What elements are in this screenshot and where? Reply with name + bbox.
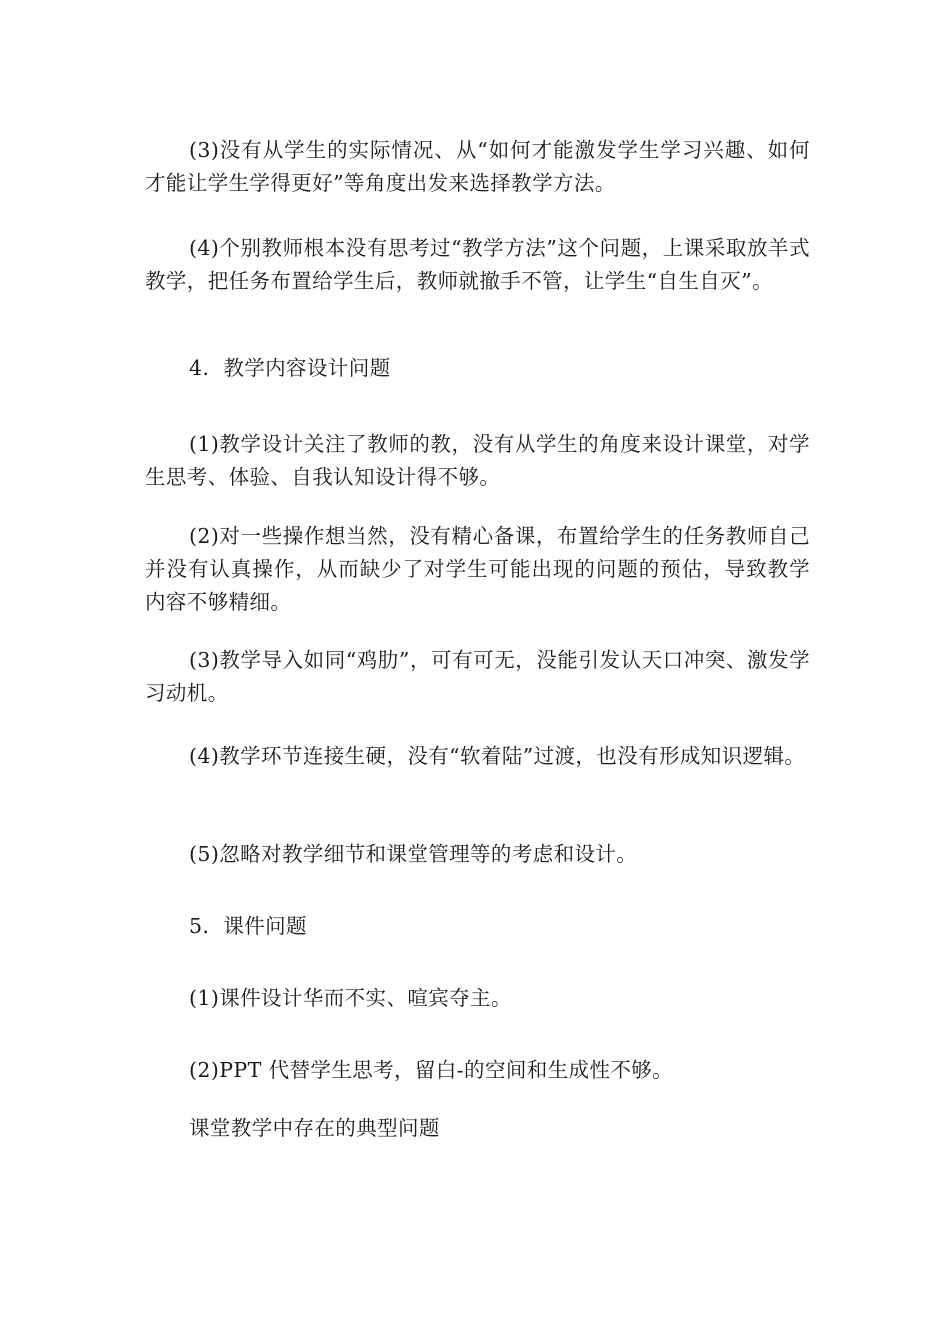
paragraph-content-2: (2)对一些操作想当然，没有精心备课，布置给学生的任务教师自己并没有认真操作，从而缺少了对学生可能出现的问题的预估，导致教学内容不够精细。	[145, 524, 810, 614]
paragraph-content-4: (4)教学环节连接生硬，没有“软着陆”过渡，也没有形成知识逻辑。	[189, 744, 806, 768]
paragraph-content-3: (3)教学导入如同“鸡肋”，可有可无，没能引发认天口冲突、激发学习动机。	[145, 648, 810, 705]
section-heading-4: 4．教学内容设计问题	[189, 356, 391, 380]
paragraph-courseware-2: (2)PPT 代替学生思考，留白-的空间和生成性不够。	[189, 1058, 674, 1082]
paragraph-content-5: (5)忽略对教学细节和课堂管理等的考虑和设计。	[189, 842, 638, 866]
paragraph-method-4: (4)个别教师根本没有思考过“教学方法”这个问题，上课采取放羊式教学，把任务布置给学生后，教师就撤手不管，让学生“自生自灭”。	[145, 236, 810, 293]
paragraph-method-3: (3)没有从学生的实际情况、从“如何才能激发学生学习兴趣、如何才能让学生学得更好”等角度出发来选择教学方法。	[145, 138, 810, 195]
paragraph-courseware-1: (1)课件设计华而不实、喧宾夺主。	[189, 986, 512, 1010]
paragraph-content-1: (1)教学设计关注了教师的教，没有从学生的角度来设计课堂，对学生思考、体验、自我认知设计得不够。	[145, 432, 810, 489]
section-heading-5: 5．课件问题	[189, 914, 307, 938]
closing-title: 课堂教学中存在的典型问题	[189, 1116, 440, 1140]
